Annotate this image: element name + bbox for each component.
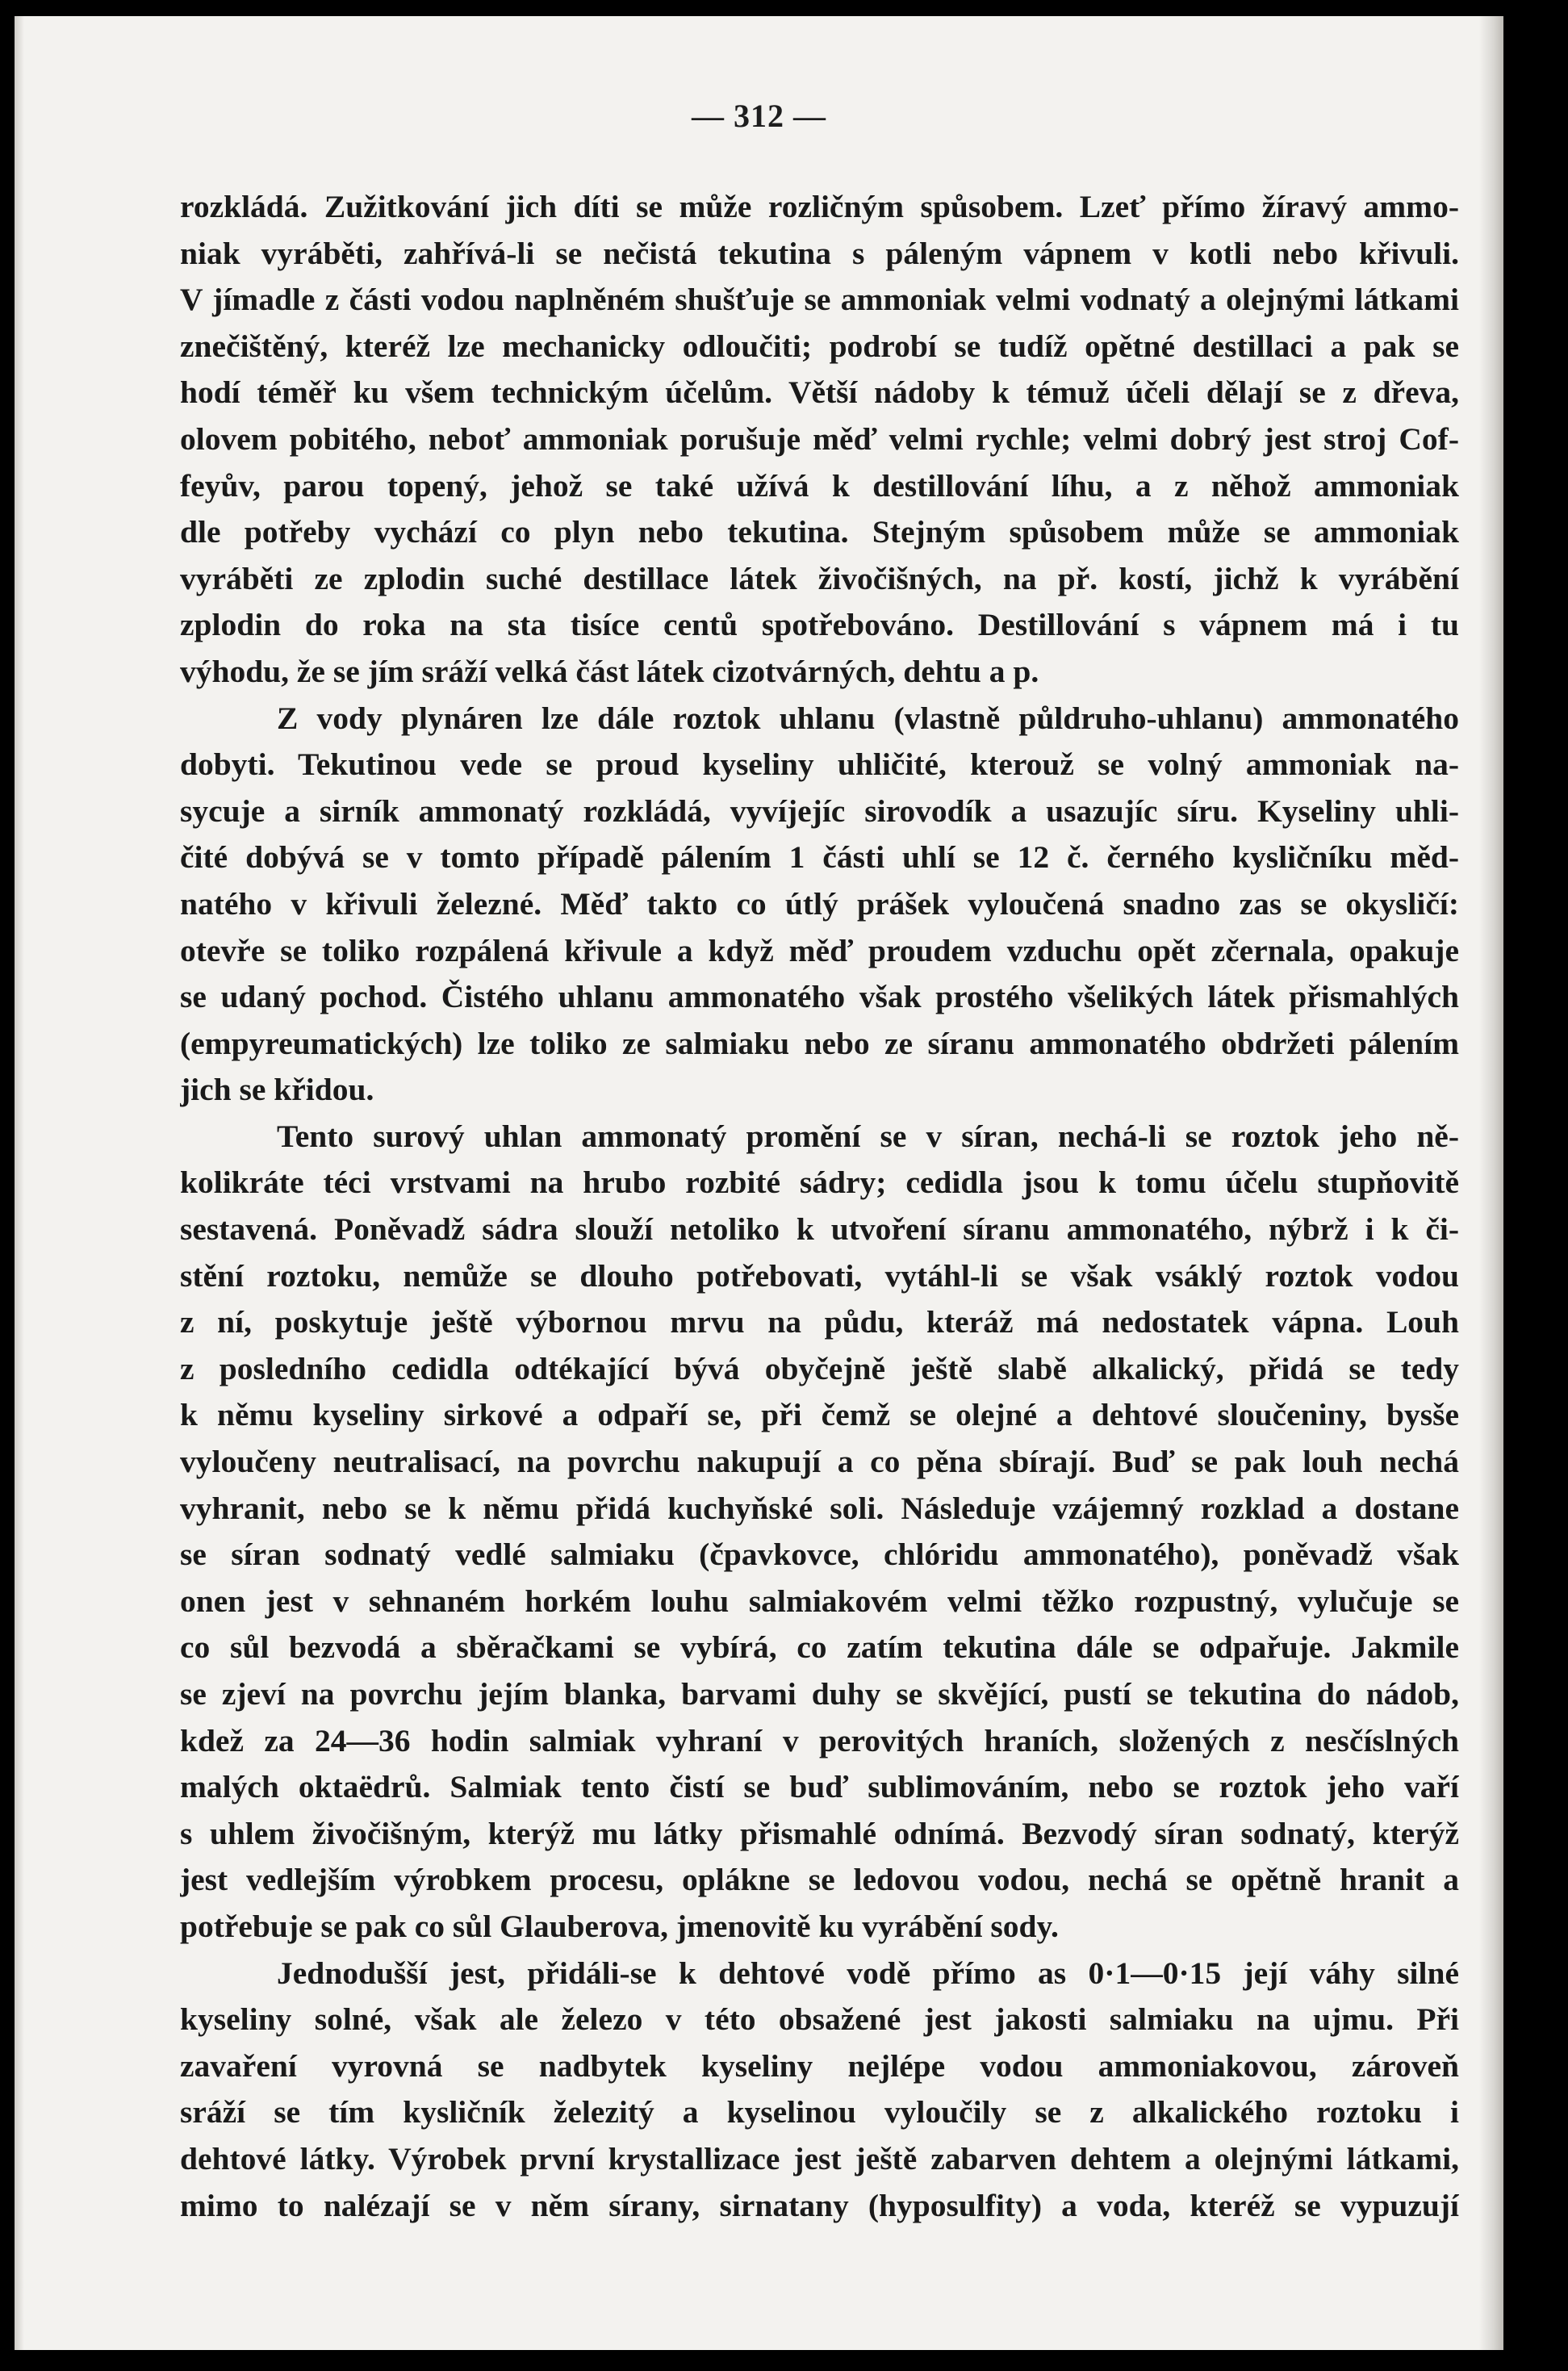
text-line: dle potřeby vychází co plyn nebo tekutina. Stejným spůsobem může se ammoniak — [180, 514, 1459, 550]
text-line: co sůl bezvodá a sběračkami se vybírá, co zatím tekutina dále se odpařuje. Jakmile — [180, 1629, 1459, 1666]
text-line: kyseliny solné, však ale železo v této obsažené jest jakosti salmiaku na ujmu. Při — [180, 2001, 1459, 2038]
text-line: jich se křidou. — [180, 1072, 374, 1108]
text-line: sráží se tím kysličník železitý a kyselinou vyloučily se z alkalického roztoku i — [180, 2094, 1459, 2131]
page-number: — 312 — — [692, 98, 826, 134]
body-text — [180, 184, 1459, 2229]
text-line: Jednodušší jest, přidáli-se k dehtové vodě přímo as 0·1—0·15 její váhy silné — [277, 1955, 1459, 1991]
text-line: dobyti. Tekutinou vede se proud kyseliny uhličité, kterouž se volný ammoniak na- — [180, 746, 1459, 783]
text-line: s uhlem živočišným, kterýž mu látky přismahlé odnímá. Bezvodý síran sodnatý, kterýž — [180, 1815, 1459, 1851]
text-line: jest vedlejším výrobkem procesu, oplákne se ledovou vodou, nechá se opětně hranit a — [180, 1862, 1459, 1898]
text-line: zplodin do roka na sta tisíce centů spotřebováno. Destillování s vápnem má i tu — [180, 607, 1459, 643]
text-line: (empyreumatických) lze toliko ze salmiaku nebo ze síranu ammonatého obdržeti pálením — [180, 1025, 1459, 1061]
text-line: Tento surový uhlan ammonatý promění se v síran, nechá-li se roztok jeho ně- — [277, 1118, 1459, 1154]
text-line: V jímadle z části vodou naplněném shušťuje se ammoniak velmi vodnatý a olejnými látkami — [180, 282, 1459, 318]
text-line: natého v křivuli železné. Měď takto co útlý prášek vyloučená snadno zas se okysličí: — [180, 885, 1459, 922]
text-line: kdež za 24—36 hodin salmiak vyhraní v perovitých hraních, složených z nesčíslných — [180, 1722, 1459, 1758]
text-line: malých oktaëdrů. Salmiak tento čistí se buď sublimováním, nebo se roztok jeho vaří — [180, 1769, 1459, 1805]
text-line: se zjeví na povrchu jejím blanka, barvami duhy se skvějící, pustí se tekutina do nádob, — [180, 1676, 1459, 1712]
text-line: rozkládá. Zužitkování jich díti se může rozličným spůsobem. Lzeť přímo žíravý ammo- — [180, 189, 1459, 224]
text-line: znečištěný, kteréž lze mechanicky odloučiti; podrobí se tudíž opětné destillaci a pak se — [180, 328, 1459, 364]
text-line: vyloučeny neutralisací, na povrchu nakupují a co pěna sbírají. Buď se pak louh nechá — [180, 1444, 1459, 1480]
text-line: čité dobývá se v tomto případě pálením 1 části uhlí se 12 č. černého kysličníku měd- — [180, 839, 1459, 876]
text-line: z ní, poskytuje ještě výbornou mrvu na půdu, kteráž má nedostatek vápna. Louh — [180, 1304, 1459, 1340]
text-line: mimo to nalézají se v něm sírany, sirnatany (hyposulfity) a voda, kteréž se vypuzují — [180, 2187, 1459, 2223]
text-line: niak vyráběti, zahřívá-li se nečistá tekutina s páleným vápnem v kotli nebo křivuli. — [180, 235, 1459, 271]
text-line: kolikráte téci vrstvami na hrubo rozbité sádry; cedidla jsou k tomu účelu stupňovitě — [180, 1165, 1459, 1201]
text-line: stění roztoku, nemůže se dlouho potřebovati, vytáhl-li se však vsáklý roztok vodou — [180, 1257, 1459, 1294]
text-line: vyráběti ze zplodin suché destillace látek živočišných, na př. kostí, jichž k vyrábění — [180, 560, 1459, 596]
text-line: olovem pobitého, neboť ammoniak porušuje měď velmi rychle; velmi dobrý jest stroj Cof- — [180, 420, 1459, 457]
text-line: se síran sodnatý vedlé salmiaku (čpavkovce, chlóridu ammonatého), poněvadž však — [180, 1537, 1459, 1573]
text-line: feyův, parou topený, jehož se také užívá k destillování líhu, a z něhož ammoniak — [180, 467, 1459, 504]
text-line: Z vody plynáren lze dále roztok uhlanu (vlastně půldruho-uhlanu) ammonatého — [277, 700, 1459, 736]
page-edge-shadow — [1479, 16, 1503, 2350]
text-line: se udaný pochod. Čistého uhlanu ammonatého však prostého všelikých látek přismahlých — [180, 979, 1459, 1015]
text-line: sestavená. Poněvadž sádra slouží netoliko k utvoření síranu ammonatého, nýbrž i k či- — [180, 1211, 1459, 1248]
text-line: onen jest v sehnaném horkém louhu salmiakovém velmi těžko rozpustný, vylučuje se — [180, 1583, 1459, 1619]
page-gutter-shadow — [15, 16, 24, 2350]
text-line: zavaření vyrovná se nadbytek kyseliny nejlépe vodou ammoniakovou, zároveň — [180, 2047, 1459, 2084]
text-line: otevře se toliko rozpálená křivule a když měď proudem vzduchu opět zčernala, opakuje — [180, 932, 1459, 968]
text-line: vyhranit, nebo se k němu přidá kuchyňské soli. Následuje vzájemný rozklad a dostane — [180, 1490, 1459, 1526]
text-line: sycuje a sirník ammonatý rozkládá, vyvíjejíc sirovodík a usazujíc síru. Kyseliny uhli- — [180, 792, 1459, 829]
book-page — [15, 16, 1503, 2350]
text-line: hodí téměř ku všem technickým účelům. Větší nádoby k témuž účeli dělají se z dřeva, — [180, 374, 1459, 411]
text-line: výhodu, že se jím sráží velká část látek cizotvárných, dehtu a p. — [180, 653, 1039, 689]
text-line: potřebuje se pak co sůl Glauberova, jmenovitě ku vyrábění sody. — [180, 1908, 1059, 1944]
text-line: dehtové látky. Výrobek první krystallizace jest ještě zabarven dehtem a olejnými látkami, — [180, 2140, 1459, 2177]
text-line: z posledního cedidla odtékající bývá obyčejně ještě slabě alkalický, přidá se tedy — [180, 1350, 1459, 1386]
text-line: k němu kyseliny sirkové a odpaří se, při čemž se olejné a dehtové sloučeniny, bysše — [180, 1397, 1459, 1433]
